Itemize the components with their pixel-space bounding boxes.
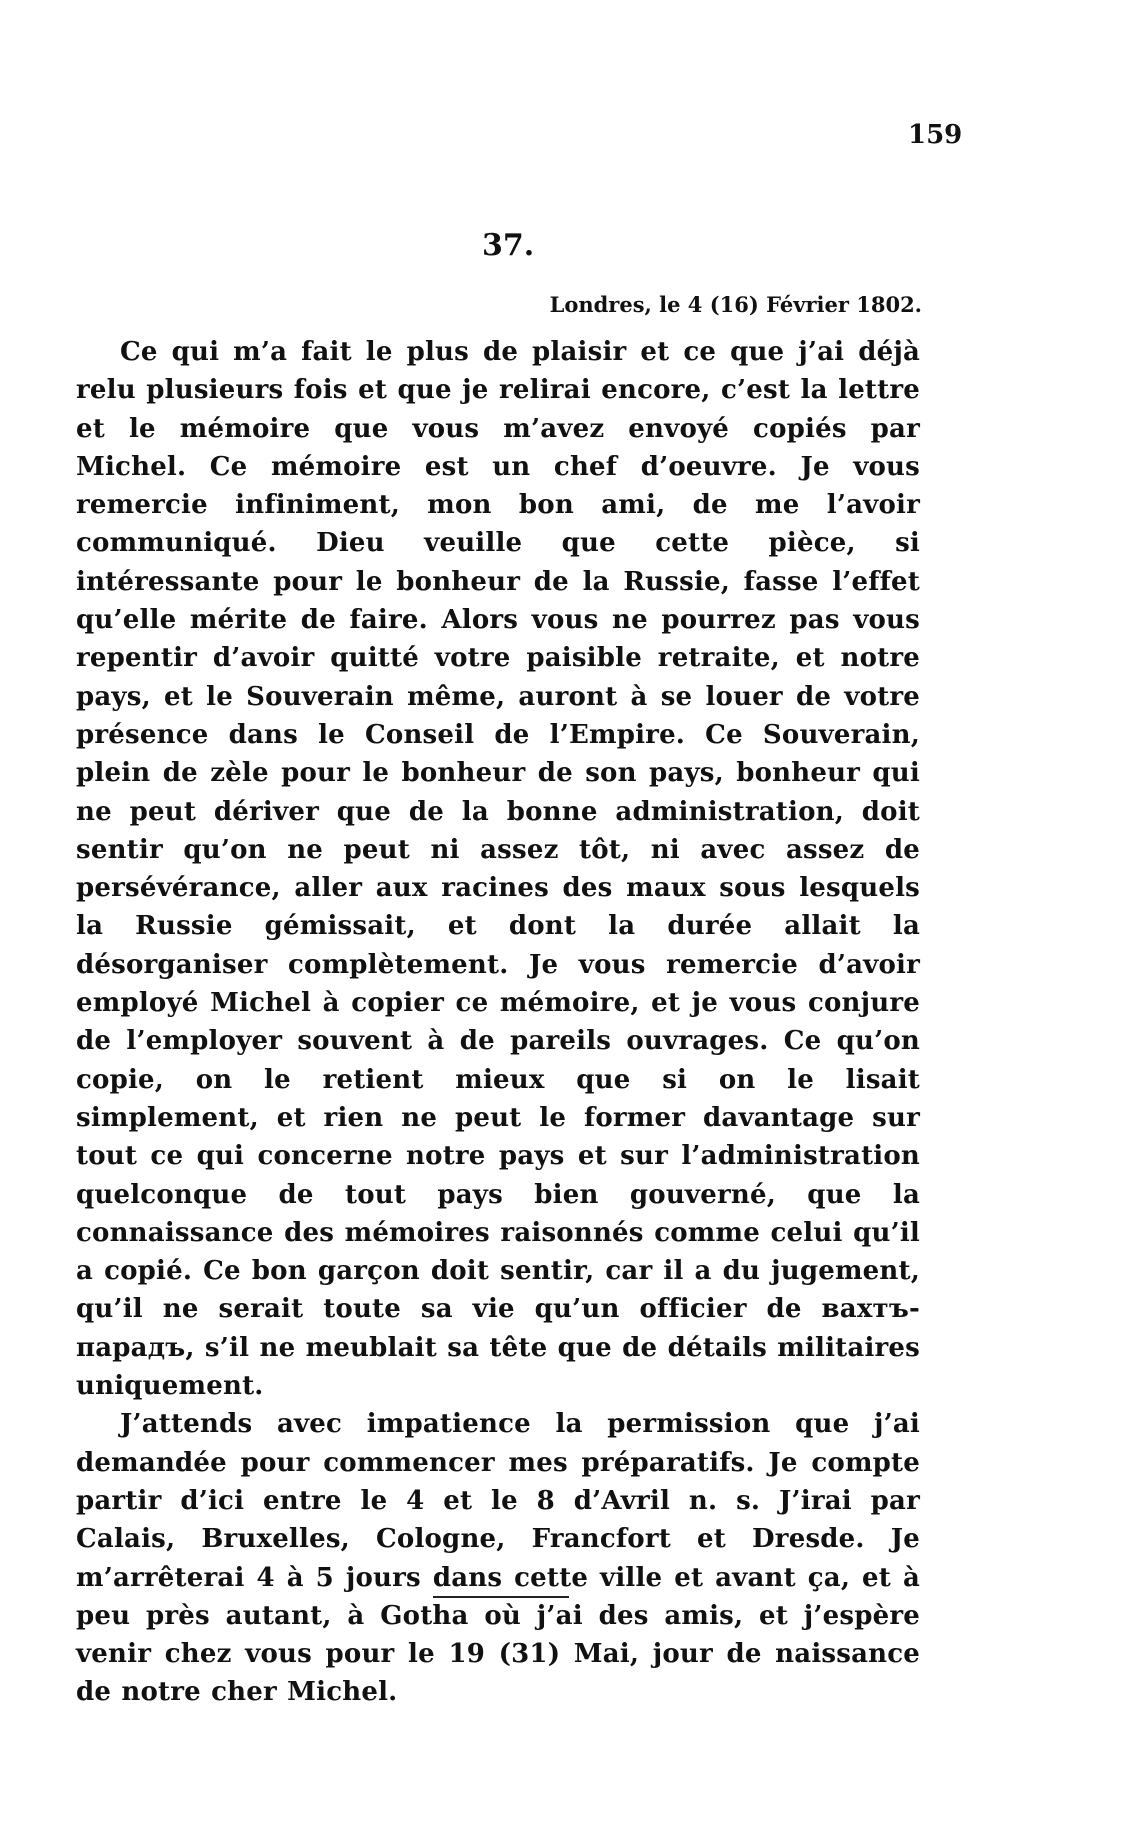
paragraph-1: Ce qui m’a fait le plus de plaisir et ce que j’ai déjà relu plusieurs fois et que je relirai encore, c’est la lettre et le mémoire que vous m’avez envoyé copiés par Michel. Ce mémoire est un chef d’oeuvre. Je vous remercie infiniment, mon bon ami, de me l’avoir communiqué. Dieu veuille que cette pièce, si intéressante pour le bonheur de la Russie, fasse l’effet qu’elle mérite de faire. Alors vous ne pourrez pas vous repentir d’avoir quitté votre paisible retraite, et notre pays, et le Souverain même, auront à se louer de votre présence dans le Conseil de l’Empire. Ce Souverain, plein de zèle pour le bonheur de son pays, bonheur qui ne peut dériver que de la bonne administration, doit sentir qu’on ne peut ni assez tôt, ni avec assez de persévérance, aller aux racines des maux sous lesquels la Russie gémissait, et dont la durée allait la désorganiser complètement. Je vous remercie d’avoir employé Michel à copier ce mémoire, et je vous conjure de l’employer souvent à de pareils ouvrages. Ce qu’on copie, on le retient mieux que si on le lisait simplement, et rien ne peut le former davantage sur tout ce qui concerne notre pays et sur l’administration quelconque de tout pays bien gouverné, que la connaissance des mémoires raisonnés comme celui qu’il a copié. Ce bon garçon doit sentir, car il a du jugement, qu’il ne serait toute sa vie qu’un officier de вахтъ-парадъ, s’il ne meublait sa tête que de détails militaires uniquement. — [76, 337, 920, 1402]
letter-body — [76, 333, 920, 1712]
paragraph-2: J’attends avec impatience la permission que j’ai demandée pour commencer mes préparatifs. Je compte partir d’ici entre le 4 et le 8 d’Avril n. s. J’irai par Calais, Bruxelles, Cologne, Francfort et Dresde. Je m’arrêterai 4 à 5 jours dans cette ville et avant ça, et à peu près autant, à Gotha où j’ai des amis, et j’espère venir chez vous pour le 19 (31) Mai, jour de naissance de notre cher Michel. — [76, 1409, 920, 1708]
section-divider — [433, 1596, 569, 1598]
letter-dateline: Londres, le 4 (16) Février 1802. — [549, 292, 922, 317]
page-number: 159 — [908, 120, 963, 150]
letter-number: 37. — [482, 228, 535, 263]
